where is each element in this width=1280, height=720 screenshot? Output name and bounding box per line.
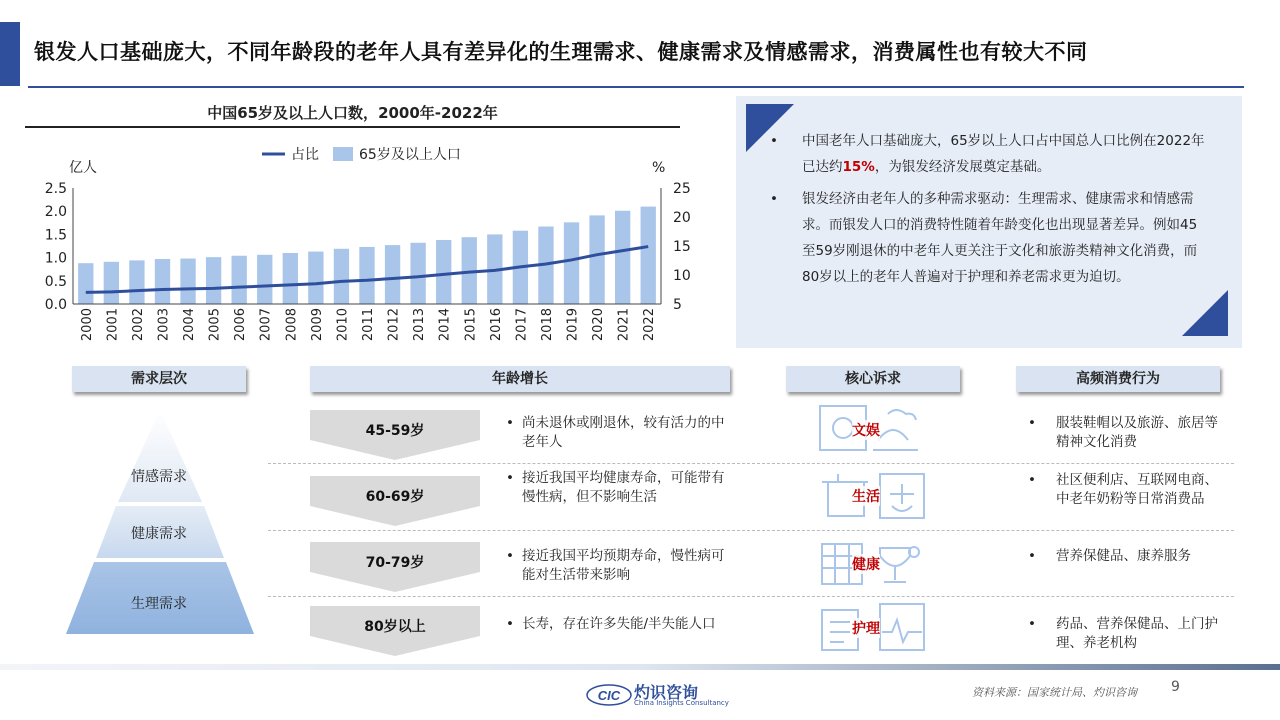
- header-age-growth: 年龄增长: [310, 366, 730, 392]
- demand-care: [818, 602, 928, 654]
- bar-population-2002: [129, 260, 144, 304]
- bar-population-2010: [334, 249, 349, 304]
- bar-population-2006: [232, 256, 247, 304]
- x-axis-tick: 2014: [437, 308, 453, 342]
- pyramid-label-physiological: 生理需求: [131, 596, 187, 612]
- pyramid-label-health: 健康需求: [131, 526, 187, 542]
- bar-population-2020: [589, 215, 604, 304]
- hospital-icon: 健康: [852, 554, 880, 574]
- row-desc-1: • 尚未退休或刚退休，较有活力的中老年人: [506, 415, 725, 450]
- bar-population-2009: [308, 252, 323, 304]
- demand-health: [818, 538, 928, 590]
- x-axis-tick: 2012: [386, 308, 402, 342]
- header-core-demand: 核心诉求: [786, 366, 960, 392]
- bullet-icon: •: [770, 191, 778, 207]
- bullet-icon: •: [770, 133, 778, 149]
- chart-title-divider: [25, 126, 680, 128]
- right-axis-tick: 5: [673, 297, 682, 313]
- note-item-1: [770, 128, 1210, 180]
- age-badge-80-plus: [310, 606, 480, 656]
- title-accent-bar: [0, 22, 20, 86]
- x-axis-tick: 2022: [642, 308, 658, 342]
- x-axis-tick: 2018: [539, 308, 555, 342]
- footer-band: [0, 664, 1280, 670]
- demand-culture: [818, 404, 928, 456]
- bar-population-2013: [410, 243, 425, 304]
- bullet-icon: •: [1028, 616, 1036, 632]
- age-label: 60-69岁: [365, 489, 425, 505]
- age-badge-45-59: [310, 410, 480, 460]
- left-axis-tick: 2.0: [44, 204, 67, 221]
- x-axis-tick: 2017: [514, 308, 530, 342]
- header-need-level: 需求层次: [72, 366, 246, 392]
- pyramid-tier-emotional: [118, 410, 202, 502]
- title-divider: [28, 86, 1244, 88]
- left-axis-tick: 0.0: [44, 297, 67, 313]
- bar-population-2011: [359, 247, 374, 304]
- x-axis-tick: 2009: [309, 308, 325, 342]
- x-axis-tick: 2013: [412, 308, 428, 342]
- bar-population-2007: [257, 255, 272, 304]
- bullet-icon: •: [506, 616, 514, 632]
- left-axis-tick: 1.0: [44, 250, 67, 267]
- right-axis-tick: 10: [673, 268, 691, 284]
- row-divider: [268, 463, 1234, 464]
- header-behavior: 高频消费行为: [1016, 366, 1220, 392]
- logo-name-cn: 灼识咨询: [634, 683, 699, 702]
- row-behavior-3: • 营养保健品、康养服务: [1028, 548, 1191, 564]
- left-axis-tick: 0.5: [44, 273, 67, 290]
- left-axis-tick: 2.5: [44, 181, 67, 197]
- row-divider: [268, 596, 1234, 597]
- right-axis-unit: %: [652, 160, 666, 176]
- x-axis-tick: 2002: [130, 308, 146, 342]
- age-label: 70-79岁: [365, 555, 425, 571]
- note-item-2: [770, 186, 1210, 290]
- bar-population-2014: [436, 240, 451, 304]
- culture-icon: 文娱: [852, 420, 880, 440]
- bar-population-2003: [155, 259, 170, 304]
- bullet-icon: •: [1028, 415, 1036, 431]
- care-icon: 护理: [852, 618, 880, 638]
- bar-population-2008: [283, 253, 298, 304]
- x-axis-tick: 2001: [105, 308, 121, 342]
- left-axis-unit: 亿人: [69, 160, 97, 176]
- x-axis-tick: 2019: [565, 308, 581, 342]
- age-badge-70-79: [310, 542, 480, 592]
- legend-label-ratio: 占比: [291, 147, 319, 163]
- bullet-icon: •: [506, 548, 514, 564]
- x-axis-tick: 2011: [361, 308, 376, 342]
- x-axis-tick: 2005: [207, 308, 223, 342]
- row-divider: [268, 530, 1234, 531]
- x-axis-tick: 2010: [335, 308, 351, 342]
- page-number: 9: [1171, 679, 1180, 695]
- bullet-icon: •: [1028, 548, 1036, 564]
- x-axis-tick: 2015: [463, 308, 479, 342]
- note-text: 银发经济由老年人的多种需求驱动：生理需求、健康需求和情感需求。而银发人口的消费特性随着年龄变化也出现显著差异。例如45至59岁刚退休的中老年人更关注于文化和旅游类精神文化消费，而80岁以上的老年人普遍对于护理和养老需求更为迫切。: [802, 191, 1198, 285]
- note-text: 中国老年人口基础庞大，65岁以上人口占中国总人口比例在2022年已达约: [802, 133, 1205, 175]
- x-axis-tick: 2016: [488, 308, 504, 342]
- bar-population-2004: [180, 259, 195, 304]
- bullet-icon: •: [506, 415, 514, 431]
- bar-population-2005: [206, 257, 221, 304]
- slide-title: 银发人口基础庞大，不同年龄段的老年人具有差异化的生理需求、健康需求及情感需求，消费属性也有较大不同: [34, 40, 1088, 64]
- x-axis-tick: 2006: [233, 308, 249, 342]
- age-label: 80岁以上: [364, 619, 426, 635]
- x-axis-tick: 2004: [182, 308, 198, 342]
- logo-name-en: China Insights Consultancy: [634, 699, 729, 707]
- x-axis-tick: 2000: [79, 308, 95, 342]
- legend-label-population: 65岁及以上人口: [359, 147, 461, 163]
- age-badge-60-69: [310, 476, 480, 526]
- x-axis-tick: 2008: [284, 308, 300, 342]
- bar-population-2012: [385, 245, 400, 304]
- row-desc-2: • 接近我国平均健康寿命，可能带有慢性病，但不影响生活: [506, 470, 725, 505]
- pyramid-label-emotional: 情感需求: [131, 469, 187, 485]
- note-text-end: ，为银发经济发展奠定基础。: [874, 159, 1051, 175]
- row-behavior-4: • 药品、营养保健品、上门护理、养老机构: [1028, 616, 1218, 651]
- row-behavior-2: • 社区便利店、互联网电商、中老年奶粉等日常消费品: [1028, 472, 1218, 507]
- bullet-icon: •: [1028, 472, 1036, 488]
- row-desc-4: • 长寿，存在许多失能/半失能人口: [506, 616, 716, 632]
- bar-population-2022: [641, 207, 656, 304]
- x-axis-tick: 2020: [591, 308, 607, 342]
- right-axis-tick: 15: [673, 239, 691, 255]
- row-behavior-1: • 服装鞋帽以及旅游、旅居等精神文化消费: [1028, 415, 1218, 450]
- corner-decoration-bottom: [1182, 290, 1228, 336]
- logo-abbr: CIC: [597, 688, 621, 703]
- bullet-icon: •: [506, 470, 514, 486]
- bar-population-2000: [78, 263, 93, 304]
- demand-living: [818, 470, 928, 522]
- x-axis-tick: 2003: [156, 308, 172, 342]
- bar-population-2001: [104, 262, 119, 304]
- population-chart: [25, 130, 691, 350]
- shopping-icon: 生活: [852, 486, 880, 506]
- bar-population-2019: [564, 222, 579, 304]
- source-note: 资料来源：国家统计局、灼识咨询: [972, 686, 1137, 699]
- bar-population-2021: [615, 211, 630, 304]
- left-axis-tick: 1.5: [44, 227, 67, 244]
- right-axis-tick: 20: [673, 210, 691, 226]
- x-axis-tick: 2007: [258, 308, 274, 342]
- x-axis-tick: 2021: [616, 308, 632, 342]
- note-highlight: 15%: [842, 159, 875, 175]
- row-desc-3: • 接近我国平均预期寿命，慢性病可能对生活带来影响: [506, 548, 725, 583]
- chart-title: 中国65岁及以上人口数，2000年-2022年: [207, 104, 498, 122]
- legend-bar-swatch: [333, 147, 353, 161]
- right-axis-tick: 25: [673, 181, 691, 197]
- age-label: 45-59岁: [365, 423, 425, 439]
